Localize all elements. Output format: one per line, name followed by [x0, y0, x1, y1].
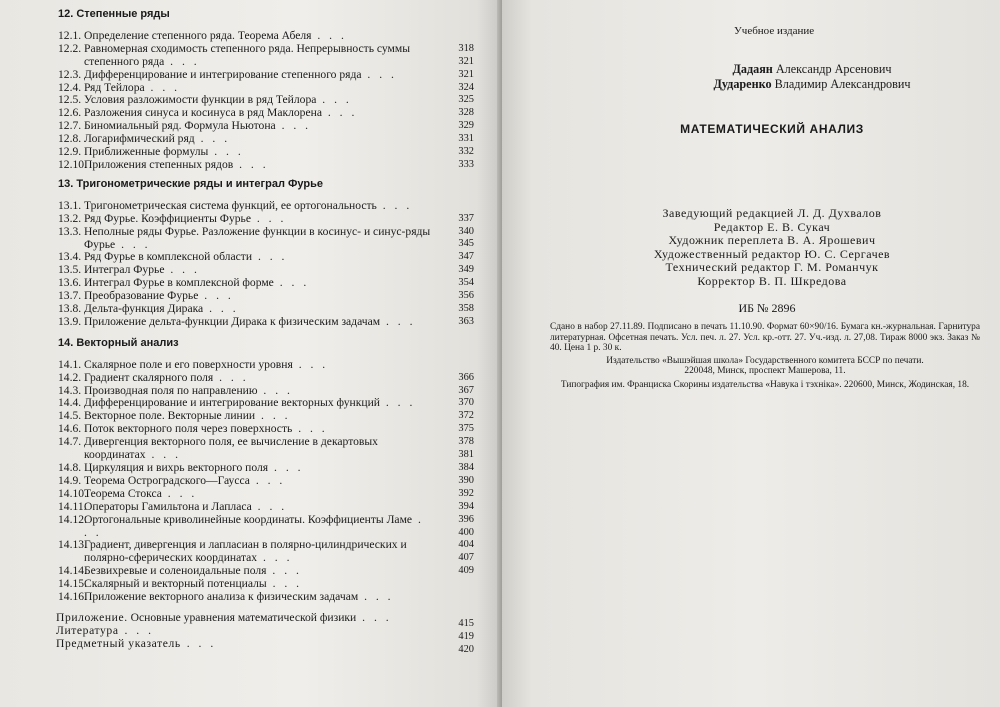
page-number: 378	[458, 436, 474, 448]
entry-title: Биномиальный ряд. Формула Ньютона	[84, 119, 276, 133]
ib-number: ИБ № 2896	[738, 301, 796, 315]
authors-block	[682, 62, 942, 92]
entry-number: 14.9.	[58, 473, 82, 487]
leader-dots: . . .	[380, 314, 416, 328]
entry-title: Теорема Остроградского—Гаусса	[84, 473, 250, 487]
entry-title: Градиент, дивергенция и лапласиан в полярно-цилиндрических и полярно-сферических координатах	[84, 538, 407, 565]
chapter-heading: 13. Тригонометрические ряды и интеграл Фурье	[58, 177, 323, 190]
page-number: 390	[458, 474, 474, 486]
entry-title: Приложение дельта-функции Дирака к физическим задачам	[84, 314, 381, 328]
leader-dots: . . .	[249, 473, 286, 487]
chapter-heading: 12. Степенные ряды	[58, 8, 170, 20]
leader-dots: . . .	[203, 302, 239, 316]
entry-title: Интеграл Фурье в комплексной форме	[84, 276, 274, 290]
book-title: МАТЕМАТИЧЕСКИЙ АНАЛИЗ	[680, 122, 864, 136]
entry-number: 14.3.	[58, 383, 82, 397]
leader-dots: . . .	[194, 132, 231, 146]
page-number: 328	[458, 107, 474, 119]
toc-entry	[58, 43, 474, 69]
leader-dots: . . .	[164, 54, 200, 68]
entry-title: Градиент скалярного поля	[84, 370, 214, 384]
page-number: 354	[458, 277, 474, 289]
entry-title: Приложение векторного анализа к физическим задачам	[84, 590, 359, 604]
entry-title: Дифференцирование и интегрирование векторных функций	[84, 396, 380, 410]
entry-number: 14.14.	[58, 564, 87, 578]
entry-number: 12.8.	[58, 132, 82, 146]
entry-title: Безвихревые и соленоидальные поля	[84, 564, 267, 578]
entry-label: Литература	[56, 623, 119, 637]
page-number: 345	[458, 238, 474, 250]
entry-number: 13.8.	[58, 302, 82, 316]
entry-title: Операторы Гамильтона и Лапласа	[84, 499, 252, 513]
page-number: 363	[458, 315, 474, 327]
page-number: 331	[458, 133, 474, 145]
entry-number: 14.5.	[58, 409, 82, 423]
leader-dots: . . .	[255, 409, 291, 423]
entry-number: 14.12.	[58, 512, 87, 526]
entry-title: Теорема Стокса	[84, 486, 162, 500]
entry-title: Приближенные формулы	[84, 145, 209, 159]
toc-entry	[58, 539, 474, 565]
entry-title: Скалярное поле и его поверхности уровня	[84, 357, 293, 371]
page-number: 415	[458, 617, 474, 629]
author-1-surname: Дадаян	[732, 62, 773, 76]
leader-dots: . . .	[233, 157, 269, 171]
entry-number: 14.4.	[58, 396, 82, 410]
entry-number: 12.10.	[58, 157, 87, 171]
entry-number: 13.1.	[58, 198, 82, 212]
publisher-line: 220048, Минск, проспект Машерова, 11.	[684, 366, 846, 377]
entry-number: 12.5.	[58, 93, 82, 107]
leader-dots: . . .	[213, 370, 249, 384]
entry-title: Интеграл Фурье	[84, 263, 165, 277]
entry-number: 14.13.	[58, 538, 87, 552]
page-number: 329	[458, 120, 474, 132]
staff-line: Технический редактор Г. М. Романчук	[665, 260, 879, 275]
leader-dots: . . .	[84, 512, 424, 539]
page-number: 340	[458, 225, 474, 237]
chapter-entries	[58, 30, 474, 172]
entry-label: Приложение.	[56, 610, 128, 624]
leader-dots: . . .	[376, 198, 413, 212]
leader-dots: . . .	[257, 551, 293, 565]
leader-dots: . . .	[268, 461, 304, 474]
leader-dots: . . .	[257, 383, 293, 397]
entry-number: 14.15.	[58, 577, 87, 591]
entry-title: Дивергенция векторного поля, ее вычисление в декартовых координатах	[84, 435, 378, 462]
page-number: 384	[458, 461, 474, 473]
page-number: 394	[458, 500, 474, 512]
entry-title: Скалярный и векторный потенциалы	[84, 577, 267, 591]
leader-dots: . . .	[145, 448, 181, 462]
page-number: 321	[458, 68, 474, 80]
entry-title: Дифференцирование и интегрирование степенного ряда	[84, 67, 362, 81]
entry-number: 13.6.	[58, 276, 82, 290]
leader-dots: . . .	[118, 623, 154, 637]
leader-dots: . . .	[115, 237, 151, 251]
entry-title: Ряд Тейлора	[84, 80, 145, 94]
leader-dots: . . .	[250, 211, 287, 225]
page-number: 332	[458, 146, 474, 158]
page-number: 358	[458, 303, 474, 315]
leader-dots: . . .	[358, 590, 394, 604]
leader-dots: . . .	[311, 28, 347, 42]
page-numbers	[440, 213, 474, 329]
entry-number: 14.11.	[58, 499, 87, 513]
page-number: 392	[458, 487, 474, 499]
entry-title: Неполные ряды Фурье. Разложение функции в косинус- и синус-ряды Фурье	[84, 224, 431, 251]
staff-line: Художник переплета В. А. Ярошевич	[668, 233, 876, 248]
author-1-name: Александр Арсенович	[775, 62, 892, 76]
page-number: 407	[458, 552, 474, 564]
editorial-staff	[592, 207, 952, 289]
page-number: 400	[458, 526, 474, 538]
page-number: 325	[458, 94, 474, 106]
entry-number: 14.2.	[58, 370, 82, 384]
entry-title: Приложения степенных рядов	[84, 157, 234, 171]
page-number: 333	[458, 158, 474, 170]
leader-dots: . . .	[198, 289, 234, 303]
leader-dots: . . .	[361, 67, 397, 81]
leader-dots: . . .	[273, 276, 310, 290]
page-number: 337	[458, 212, 474, 224]
publisher-info	[550, 356, 980, 377]
toc-entry	[58, 436, 474, 462]
entry-title: Равномерная сходимость степенного ряда. Непрерывность суммы степенного ряда	[84, 41, 411, 68]
toc-entry	[56, 638, 474, 651]
entry-number: 12.4.	[58, 80, 82, 94]
author-2	[682, 77, 942, 92]
leader-dots: . . .	[356, 610, 392, 624]
page-number: 370	[458, 397, 474, 409]
entry-number: 14.16.	[58, 590, 87, 604]
page-number: 356	[458, 290, 474, 302]
printer-line: Типография им. Франциска Скорины издательства «Навука і тэхніка». 220600, Минск, Жодинская, 18.	[560, 379, 970, 390]
entry-number: 13.5.	[58, 263, 82, 277]
entry-title: Дельта-функция Дирака	[84, 302, 204, 316]
entry-number: 12.7.	[58, 119, 82, 133]
entry-title: Логарифмический ряд	[84, 132, 195, 146]
entry-number: 14.8.	[58, 461, 82, 474]
staff-line: Редактор Е. В. Сукач	[713, 219, 831, 234]
page-number: 409	[458, 565, 474, 577]
page-number: 381	[458, 449, 474, 461]
entry-number: 12.1.	[58, 28, 82, 42]
toc-entry	[58, 514, 474, 540]
page-number: 420	[458, 643, 474, 655]
toc-entry	[58, 226, 474, 252]
printing-specs	[550, 322, 980, 354]
entry-title: Производная поля по направлению	[84, 383, 258, 397]
toc-entry	[58, 316, 474, 329]
entry-title: Циркуляция и вихрь векторного поля	[84, 461, 269, 474]
page-number: 347	[458, 251, 474, 263]
chapter-entries	[58, 200, 474, 329]
page-number: 349	[458, 264, 474, 276]
staff-line: Художественный редактор Ю. С. Сергачев	[653, 246, 891, 261]
page-number: 366	[458, 371, 474, 383]
entry-title: Преобразование Фурье	[84, 289, 199, 303]
entry-number: 14.10.	[58, 486, 87, 500]
toc-entry	[58, 591, 474, 604]
leader-dots: . . .	[180, 636, 217, 650]
entry-number: 12.3.	[58, 67, 82, 81]
entry-label: Предметный указатель	[56, 636, 181, 650]
entry-title: Разложения синуса и косинуса в ряд Маклорена	[84, 106, 322, 120]
entry-number: 13.4.	[58, 250, 82, 264]
entry-title: Ряд Фурье. Коэффициенты Фурье	[84, 211, 251, 225]
leader-dots: . . .	[161, 486, 198, 500]
staff-line: Заведующий редакцией Л. Д. Духвалов	[662, 206, 882, 220]
right-page	[502, 0, 1000, 707]
leader-dots: . . .	[266, 577, 303, 591]
leader-dots: . . .	[164, 263, 200, 277]
publisher-line: Издательство «Вышэйшая школа» Государственного комитета БССР по печати.	[606, 355, 924, 366]
page-numbers	[440, 618, 474, 657]
entry-number: 13.9.	[58, 314, 82, 328]
leader-dots: . . .	[275, 119, 312, 133]
staff-line: Корректор В. П. Шкредова	[697, 273, 847, 288]
leader-dots: . . .	[316, 93, 352, 107]
page-number: 372	[458, 410, 474, 422]
entry-number: 12.6.	[58, 106, 82, 120]
page-numbers	[440, 43, 474, 172]
page-number: 318	[458, 42, 474, 54]
appendix-entries	[56, 610, 474, 655]
toc-entry	[58, 159, 474, 172]
entry-title: Ортогональные криволинейные координаты. Коэффициенты Ламе	[84, 512, 413, 526]
entry-number: 13.7.	[58, 289, 82, 303]
page-number: 419	[458, 630, 474, 642]
entry-number: 14.6.	[58, 422, 82, 436]
author-1	[682, 62, 942, 77]
author-2-surname: Дударенко	[713, 77, 772, 91]
table-of-contents	[56, 6, 474, 655]
leader-dots: . . .	[292, 357, 329, 371]
entry-number: 13.3.	[58, 224, 82, 238]
chapter-heading: 14. Векторный анализ	[58, 336, 179, 349]
leader-dots: . . .	[379, 396, 416, 410]
page-number: 396	[458, 513, 474, 525]
page-number: 324	[458, 81, 474, 93]
leader-dots: . . .	[208, 145, 244, 159]
print-details	[550, 322, 980, 391]
entry-title: Условия разложимости функции в ряд Тейлора	[84, 93, 317, 107]
entry-title: Векторное поле. Векторные линии	[84, 409, 256, 423]
leader-dots: . . .	[251, 499, 288, 513]
entry-title: Ряд Фурье в комплексной области	[84, 250, 253, 264]
leader-dots: . . .	[252, 250, 288, 264]
printer-info	[550, 380, 980, 391]
entry-number: 14.1.	[58, 357, 82, 371]
page-numbers	[440, 372, 474, 579]
leader-dots: . . .	[321, 106, 358, 120]
entry-number: 12.2.	[58, 41, 82, 55]
author-2-name: Владимир Александрович	[774, 77, 911, 91]
entry-title: Основные уравнения математической физики	[127, 610, 357, 624]
page-number: 375	[458, 423, 474, 435]
page-number: 367	[458, 384, 474, 396]
page-number: 321	[458, 55, 474, 67]
entry-number: 12.9.	[58, 145, 82, 159]
leader-dots: . . .	[292, 422, 328, 436]
edition-label: Учебное издание	[734, 25, 815, 37]
leader-dots: . . .	[144, 80, 181, 94]
page-number: 404	[458, 539, 474, 551]
entry-number: 14.7.	[58, 435, 82, 449]
entry-title: Поток векторного поля через поверхность	[84, 422, 293, 436]
entry-title: Тригонометрическая система функций, ее ортогональность	[84, 198, 377, 212]
specs-line: Сдано в набор 27.11.89. Подписано в печать 11.10.90. Формат 60×90/16. Бумага кн.-журнальная. Гарнитура литературная. Офсетная печать. Усл. печ. л. 27. Усл. кр.-отт. 27. Уч.-изд. л. 27,08. Тираж 8000 экз. Заказ № 40. Цена 1 р. 30 к.	[550, 322, 980, 354]
entry-number: 13.2.	[58, 211, 82, 225]
entry-title: Определение степенного ряда. Теорема Абеля	[84, 28, 312, 42]
leader-dots: . . .	[266, 564, 302, 578]
chapter-entries	[58, 359, 474, 604]
